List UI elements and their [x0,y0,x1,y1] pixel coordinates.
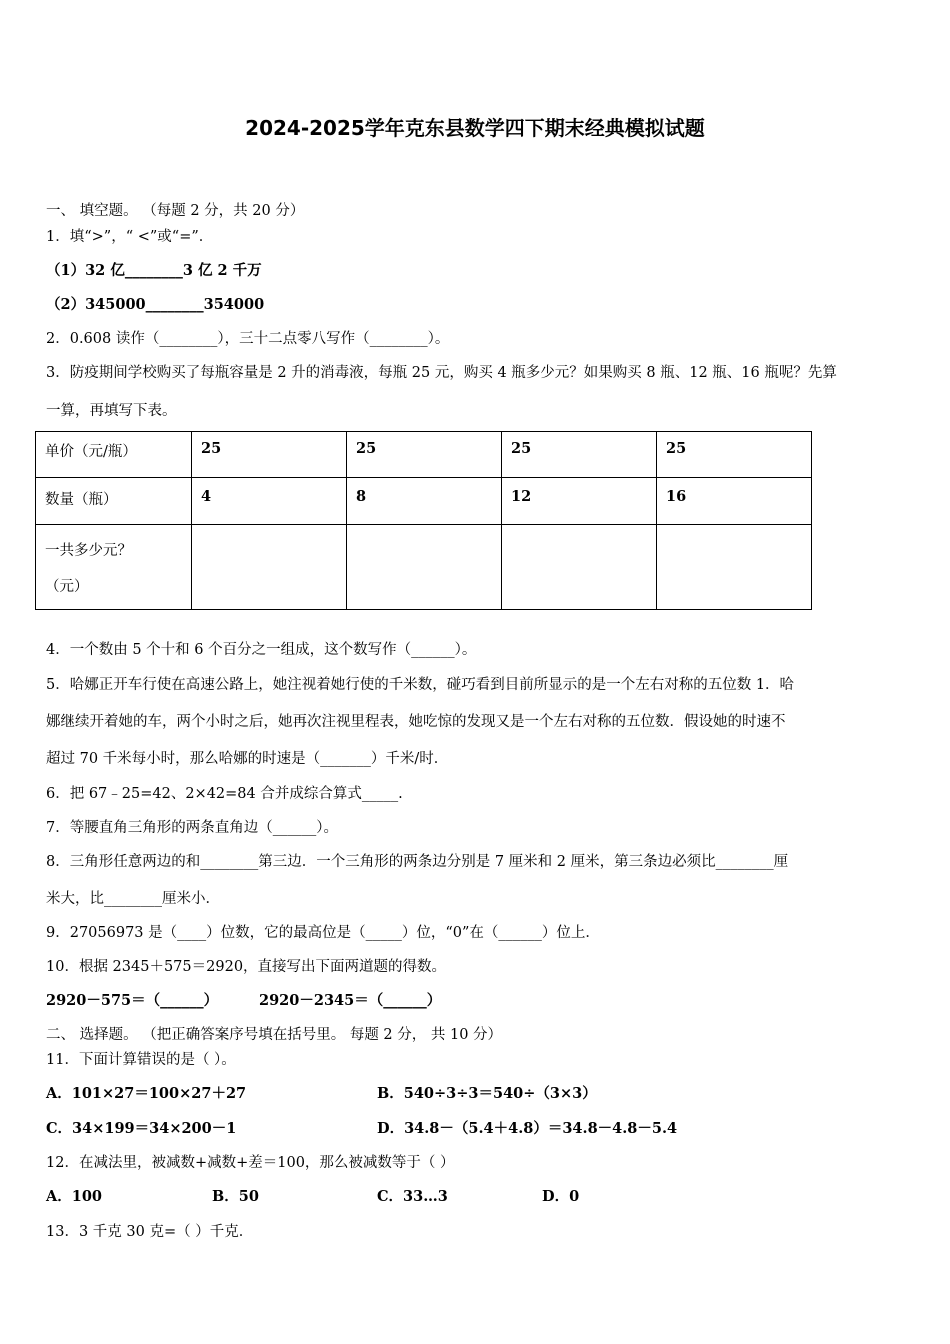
question-10-part-1: 2920－575＝（______） [46,992,219,1009]
question-9: 9．27056973 是（____）位数，它的最高位是（_____）位，“0”在（______）位上． [46,925,600,941]
question-3-line-1: 3．防疫期间学校购买了每瓶容量是 2 升的消毒液，每瓶 25 元，购买 4 瓶多少元？如果购买 8 瓶、12 瓶、16 瓶呢？先算 [46,365,837,381]
question-1-part-2: （2）345000________354000 [46,296,265,313]
table-row [36,525,812,610]
table-cell-empty[interactable] [347,525,502,610]
question-10: 10．根据 2345＋575＝2920，直接写出下面两道题的得数。 [46,959,447,975]
question-1: 1．填“>”，“ <”或“=”． [46,229,214,245]
question-5-line-2: 娜继续开着她的车，两个小时之后，她再次注视里程表，她吃惊的发现又是一个左右对称的五位数．假设她的时速不 [46,714,786,730]
question-4: 4．一个数由 5 个十和 6 个百分之一组成，这个数写作（______）。 [46,642,477,658]
question-7: 7．等腰直角三角形的两条直角边（______）。 [46,820,338,836]
question-11-option-b: B．540÷3÷3＝540÷（3×3） [377,1085,597,1102]
question-12: 12．在减法里，被减数+减数+差＝100，那么被减数等于（ ） [46,1155,455,1171]
table-cell: 25 [192,432,347,478]
question-12-option-b: B．50 [212,1188,259,1205]
question-11: 11．下面计算错误的是（ ）。 [46,1052,236,1068]
table-cell: 8 [347,478,502,525]
table-cell: 16 [657,478,812,525]
question-5-line-1: 5．哈娜正开车行使在高速公路上，她注视着她行使的千米数，碰巧看到目前所显示的是一个左右对称的五位数 1．哈 [46,677,795,693]
table-cell-empty[interactable] [192,525,347,610]
table-row [36,432,812,478]
question-1-part-1: （1）32 亿________3 亿 2 千万 [46,262,262,279]
table-row [36,478,812,525]
table-cell: 25 [502,432,657,478]
question-12-option-d: D．0 [542,1188,580,1205]
question-11-option-d: D．34.8－（5.4＋4.8）＝34.8－4.8－5.4 [377,1120,678,1137]
question-11-option-c: C．34×199＝34×200－1 [46,1120,237,1137]
question-11-option-a: A．101×27＝100×27＋27 [46,1085,247,1102]
price-table [35,431,812,610]
question-3-line-2: 一算，再填写下表。 [46,403,177,419]
question-12-option-a: A．100 [46,1188,103,1205]
question-8-line-1: 8．三角形任意两边的和________第三边．一个三角形的两条边分别是 7 厘米和 2 厘米，第三条边必须比________厘 [46,854,789,870]
table-cell [36,525,192,610]
question-10-part-2: 2920－2345＝（______） [259,992,442,1009]
question-6: 6．把 67﹣25=42、2×42=84 合并成综合算式_____. [46,786,403,802]
question-8-line-2: 米大，比________厘米小． [46,891,220,907]
question-12-option-c: C．33…3 [377,1188,448,1205]
table-cell-empty[interactable] [502,525,657,610]
table-cell: 数量（瓶） [36,478,192,525]
total-label: 一共多少元？ [45,543,132,559]
page-title: 2024-2025学年克东县数学四下期末经典模拟试题 [245,116,705,140]
table-cell: 25 [347,432,502,478]
table-cell: 12 [502,478,657,525]
table-cell: 单价（元/瓶） [36,432,192,478]
question-13: 13．3 千克 30 克=（ ）千克． [46,1224,254,1240]
unit-label: （元） [45,579,89,595]
table-cell-empty[interactable] [657,525,812,610]
section-heading-multiple-choice: 二、 选择题。 （把正确答案序号填在括号里。 每题 2 分， 共 10 分） [46,1027,503,1043]
section-heading-fill-blank: 一、 填空题。 （每题 2 分，共 20 分） [46,203,305,219]
table-cell: 4 [192,478,347,525]
question-2: 2．0.608 读作（________），三十二点零八写作（________）。 [46,331,450,347]
question-5-line-3: 超过 70 千米每小时，那么哈娜的时速是（_______）千米/时． [46,751,449,767]
table-cell: 25 [657,432,812,478]
